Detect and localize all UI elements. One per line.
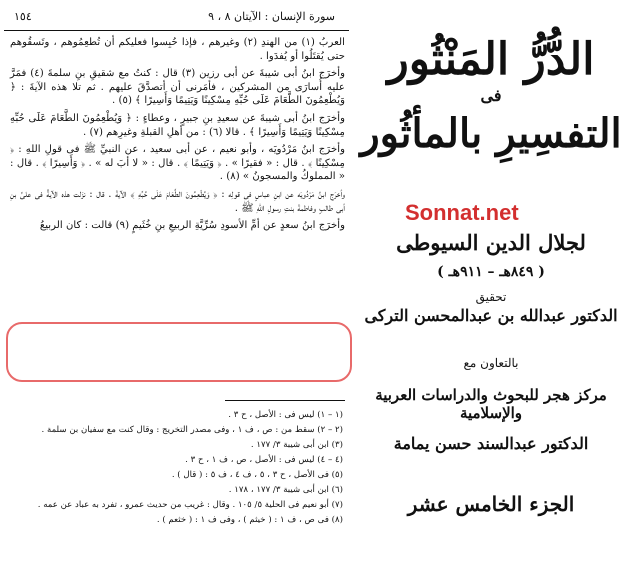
footnote: (٢ – ٢) سقط من : ص ، ف ١ ، وفى مصدر التخريج : وقال كنت مع سفيان بن سلمة . bbox=[41, 425, 343, 435]
book-title-line2: التفسِيرِ بالمأثُور bbox=[360, 110, 622, 157]
volume-label: الجزء الخامس عشر bbox=[407, 492, 575, 516]
footnote: (٨) فى ص ، ف ١ : ( خيثم ) ، وفى ف ١ : ( خثعم ) . bbox=[156, 515, 343, 525]
author-dates: ( ٨٤٩هـ – ٩١١هـ ) bbox=[437, 264, 545, 280]
research-center-name: مركز هجر للبحوث والدراسات العربية والإسلامية bbox=[375, 386, 607, 422]
book-title-line1: الدُّرُّ المَنْثُور bbox=[387, 34, 595, 85]
tahqiq-label: تحقيق bbox=[475, 290, 507, 304]
header-rule bbox=[4, 30, 349, 31]
red-highlight-box bbox=[6, 322, 352, 382]
title-page bbox=[355, 4, 627, 570]
paragraph: وأخرَج ابنُ أبى شيبةَ عن أبى رزين (٣) قال : كنتُ مع شقيقِ بنِ سلمةَ (٤) فمَرَّ عليه أُسارَى من المشركين ، فأمَرنى أن أتصدَّقَ عليهم . ثم تلا هذه الآيةَ : ﴿ وَيُطْعِمُونَ الطَّعَامَ عَلَى حُبِّهِ مِسْكِينًا وَيَتِيمًا وَأَسِيرًا ﴾ (٥) . bbox=[10, 68, 345, 107]
footnote: (٦) ابن أبى شيبة ٣/ ١٧٧ ، ١٧٨ . bbox=[228, 485, 343, 495]
book-page bbox=[4, 4, 349, 570]
highlighted-paragraph: وأخرَج ابنُ مَرْدُويَه عن ابنِ عباسٍ فى قولِه : ﴿ وَيُطْعِمُونَ الطَّعَامَ عَلَى حُبِّهِ ﴾ الآيةَ . قال : نزَلت هذه الآيةُ فى علىِّ بنِ أبى طالبٍ وفاطمةَ بنتِ رسولِ اللهِ ﷺ . bbox=[10, 188, 345, 214]
footnote-rule bbox=[225, 400, 345, 401]
paragraph: وأخرَج ابنُ مَرْدُويَه ، وأبو نعيم ، عن أبى سعيد ، عن النبيِّ ﷺ فى قولِ اللهِ : ﴿ مِسْكِينًا ﴾ . قال : « فقيرًا » . ﴿ وَيَتِيمًا ﴾ . قال : « لا أبَ له » . ﴿ وَأَسِيرًا ﴾ . قال : « المملوكُ والمسجونُ » (٨) . bbox=[10, 144, 345, 183]
footnote: (٤ – ٤) ليس فى : الأصل ، ص ، ف ١ ، ح ٣ . bbox=[185, 455, 343, 465]
page-number: ١٥٤ bbox=[14, 10, 32, 23]
surah-header: سورة الإنسان : الآيتان ٨ ، ٩ bbox=[208, 10, 335, 23]
footnotes bbox=[12, 408, 343, 528]
footnote: (٧) أبو نعيم فى الحلية ٥/ ١٠٥ . وقال : غريب من حديث عمرو ، تفرد به عباد عن عمه . bbox=[37, 500, 343, 510]
body-text bbox=[10, 36, 345, 237]
page-header bbox=[4, 10, 349, 28]
author-name: لجلال الدين السيوطى bbox=[396, 230, 586, 255]
footnote: (٥) فى الأصل ، ح ٣ ، ٥ ، ف ٤ ، ف ٥ : ( قال ) . bbox=[171, 470, 343, 480]
co-editor-name: الدكتور عبدالسند حسن يمامة bbox=[393, 434, 589, 453]
footnote: (٣) ابن أبى شيبة ٣/ ١٧٧ . bbox=[250, 440, 343, 450]
paragraph: وأخرَج ابنُ سعدٍ عن أمِّ الأسودِ سُرِّيَّةِ الربيعِ بنِ خُثَيمٍ (٩) قالت : كان الربيعُ bbox=[39, 220, 345, 232]
book-title-connector: فى bbox=[480, 86, 502, 105]
collaboration-label: بالتعاون مع bbox=[463, 356, 519, 370]
paragraph: العربُ (١) من الهندِ (٢) وغيرهم ، فإذا حُبِسوا فعليكم أن تُطعِمُوهم ، وتَسقُوهم حتى يُقتَلُوا أو يُفدَوا . bbox=[10, 37, 345, 62]
editor-name: الدكتور عبدالله بن عبدالمحسن التركى bbox=[364, 306, 618, 325]
paragraph: وأخرَج ابنُ أبى شيبةَ عن سعيدِ بنِ جبيرٍ ، وعطاءٍ : ﴿ وَيُطْعِمُونَ الطَّعَامَ عَلَى حُبِّهِ مِسْكِينًا وَيَتِيمًا وَأَسِيرًا ﴾ . قالا (٦) : من أهلِ القبلةِ وغيرِهم (٧) . bbox=[10, 112, 345, 138]
watermark-text: Sonnat.net bbox=[405, 200, 519, 225]
footnote: (١ – ١) ليس فى : الأصل ، ح ٣ . bbox=[228, 410, 343, 420]
